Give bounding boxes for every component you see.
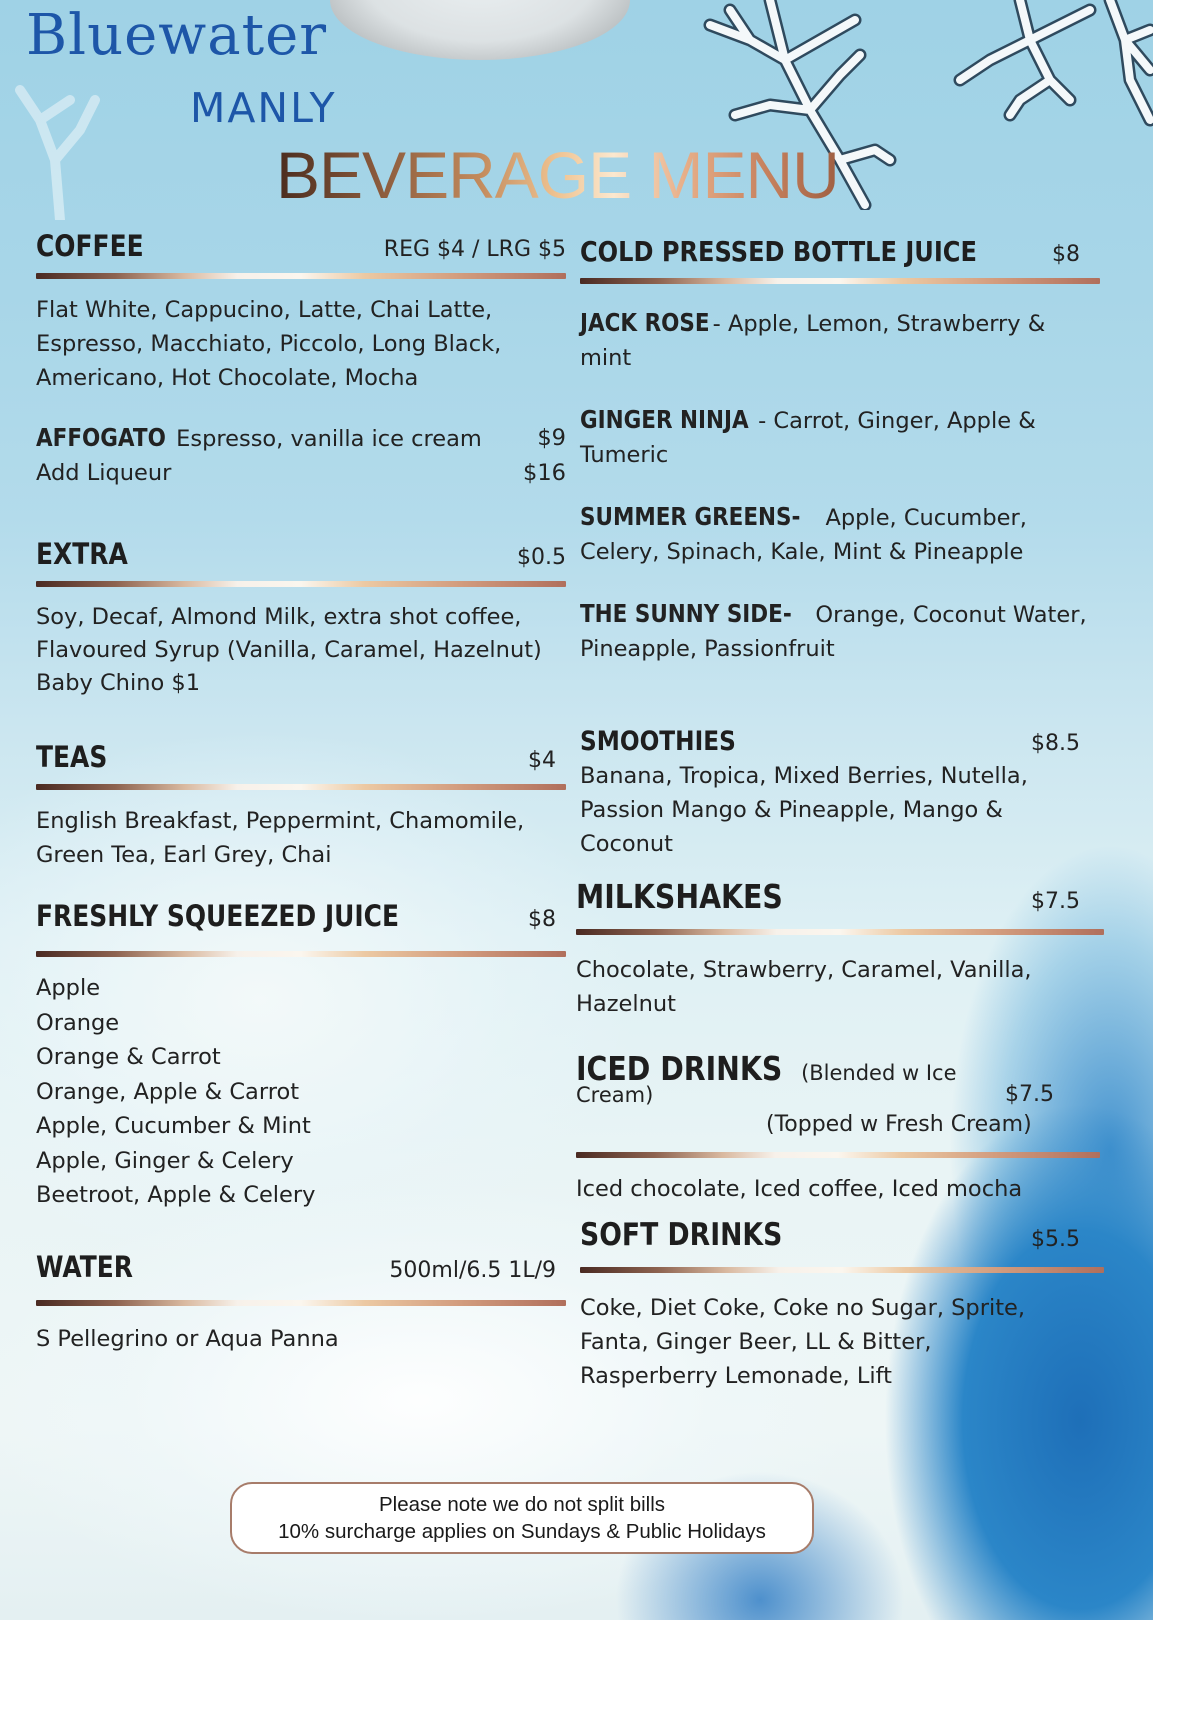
juice-item-jack-rose: [580, 306, 1100, 375]
section-divider: [576, 1152, 1100, 1158]
addon-price: $16: [523, 460, 566, 486]
list-line: Espresso, Macchiato, Piccolo, Long Black,: [36, 331, 502, 357]
list-line: Fanta, Ginger Beer, LL & Bitter,: [580, 1329, 932, 1355]
item-name: AFFOGATO: [36, 423, 166, 452]
list-line: Coke, Diet Coke, Coke no Sugar, Sprite,: [580, 1295, 1026, 1321]
list-line: Rasperberry Lemonade, Lift: [580, 1363, 893, 1389]
smoothies-list: [580, 759, 1080, 861]
juice-item-sunny-side: [580, 597, 1100, 666]
item-desc: Espresso, vanilla ice cream: [176, 426, 482, 452]
section-title: TEAS: [36, 740, 108, 774]
section-price: $5.5: [1031, 1227, 1080, 1252]
list-item: Apple: [36, 975, 101, 1001]
section-title: WATER: [36, 1250, 134, 1284]
list-line: Passion Mango & Pineapple, Mango &: [580, 797, 1003, 823]
section-divider: [580, 278, 1100, 284]
section-title: SMOOTHIES: [580, 726, 736, 757]
milkshakes-section: [576, 877, 1104, 1021]
section-title: FRESHLY SQUEEZED JUICE: [36, 899, 400, 933]
item-name: THE SUNNY SIDE-: [580, 599, 792, 628]
section-price: REG $4 / LRG $5: [383, 237, 566, 262]
section-price: $7.5: [1031, 889, 1080, 914]
brand-location: MANLY: [190, 84, 337, 132]
item-desc: - Apple, Lemon, Strawberry &: [712, 311, 1046, 337]
water-list: [36, 1322, 566, 1356]
water-section: [36, 1250, 566, 1356]
soft-drinks-list: [580, 1291, 1104, 1393]
soft-drinks-section: [580, 1217, 1104, 1393]
list-line: Coconut: [580, 831, 673, 857]
list-line: Flavoured Syrup (Vanilla, Caramel, Hazelnut): [36, 637, 542, 663]
section-title: COLD PRESSED BOTTLE JUICE: [580, 235, 977, 268]
policy-note: [230, 1482, 814, 1554]
list-line: Hazelnut: [576, 991, 676, 1017]
section-title: SOFT DRINKS: [580, 1217, 783, 1253]
list-line: Chocolate, Strawberry, Caramel, Vanilla,: [576, 957, 1032, 983]
iced-drinks-section: [576, 1049, 1100, 1206]
item-desc-cont: mint: [580, 345, 632, 371]
fresh-juice-section: [36, 899, 566, 1213]
coffee-section: [36, 229, 566, 490]
item-name: GINGER NINJA: [580, 405, 749, 434]
list-line: Americano, Hot Chocolate, Mocha: [36, 365, 419, 391]
note-line-surcharge: 10% surcharge applies on Sundays & Public Holidays: [278, 1520, 766, 1543]
item-price: $9: [537, 425, 566, 451]
section-title: EXTRA: [36, 537, 128, 571]
shell-illustration-icon: [330, 0, 630, 60]
list-line: Iced chocolate, Iced coffee, Iced mocha: [576, 1176, 1023, 1202]
section-title: COFFEE: [36, 229, 144, 263]
list-item: Orange: [36, 1009, 120, 1036]
list-line: S Pellegrino or Aqua Panna: [36, 1326, 339, 1352]
item-desc: - Carrot, Ginger, Apple &: [758, 408, 1036, 434]
smoothies-section: [580, 728, 1080, 861]
list-line: English Breakfast, Peppermint, Chamomile,: [36, 808, 525, 834]
section-price: $4: [528, 748, 556, 773]
brand-logo: Bluewater: [26, 3, 328, 68]
section-price: 500ml/6.5 1L/9: [389, 1258, 556, 1283]
section-title: ICED DRINKS: [576, 1049, 783, 1088]
list-item: Orange, Apple & Carrot: [36, 1078, 300, 1105]
section-divider: [576, 929, 1104, 935]
section-price: $8.5: [1031, 731, 1080, 756]
teas-section: [36, 740, 566, 872]
section-divider: [36, 951, 566, 957]
cold-pressed-section: [580, 235, 1100, 666]
list-item: Beetroot, Apple & Celery: [36, 1182, 316, 1208]
section-price: $0.5: [517, 545, 566, 570]
iced-drinks-list: [576, 1172, 1100, 1206]
list-item: Orange & Carrot: [36, 1044, 221, 1070]
list-item: Apple, Cucumber & Mint: [36, 1113, 311, 1139]
section-price: $8: [1052, 242, 1080, 267]
item-desc-cont: Pineapple, Passionfruit: [580, 636, 835, 662]
section-divider: [580, 1267, 1104, 1273]
juice-item-summer-greens: [580, 500, 1100, 569]
item-desc-cont: Celery, Spinach, Kale, Mint & Pineapple: [580, 539, 1024, 565]
milkshakes-list: [576, 953, 1104, 1021]
section-title: MILKSHAKES: [576, 877, 783, 916]
list-line: Flat White, Cappucino, Latte, Chai Latte,: [36, 297, 493, 323]
section-price: $8: [528, 907, 556, 932]
addon-label: Add Liqueur: [36, 460, 172, 486]
iced-note-blended: (Blended w Ice Cream): [576, 1061, 957, 1107]
extra-section: [36, 537, 566, 700]
teas-list: [36, 804, 566, 872]
list-line: Green Tea, Earl Grey, Chai: [36, 842, 332, 868]
affogato-item: [36, 421, 566, 490]
item-desc-cont: Tumeric: [580, 442, 669, 468]
fresh-juice-list: [36, 971, 566, 1213]
iced-note-topped: (Topped w Fresh Cream): [766, 1112, 1032, 1137]
page-title: BEVERAGE MENU: [276, 138, 839, 212]
section-divider: [36, 784, 566, 790]
extra-list: [36, 601, 566, 700]
item-desc: Orange, Coconut Water,: [808, 602, 1087, 628]
coffee-list: [36, 293, 566, 395]
list-line: Banana, Tropica, Mixed Berries, Nutella,: [580, 763, 1028, 789]
section-divider: [36, 273, 566, 279]
list-item: Apple, Ginger & Celery: [36, 1147, 294, 1174]
list-line: Soy, Decaf, Almond Milk, extra shot coffee,: [36, 604, 522, 630]
juice-item-ginger-ninja: [580, 403, 1100, 472]
section-price: $7.5: [1005, 1082, 1054, 1107]
section-divider: [36, 1300, 566, 1306]
note-line-split-bills: Please note we do not split bills: [378, 1493, 666, 1516]
list-line: Baby Chino $1: [36, 670, 201, 696]
item-name: SUMMER GREENS-: [580, 502, 801, 531]
item-name: JACK ROSE: [580, 308, 710, 337]
item-desc: Apple, Cucumber,: [818, 505, 1027, 531]
section-divider: [36, 581, 566, 587]
faded-coral-background-icon: [0, 60, 120, 220]
